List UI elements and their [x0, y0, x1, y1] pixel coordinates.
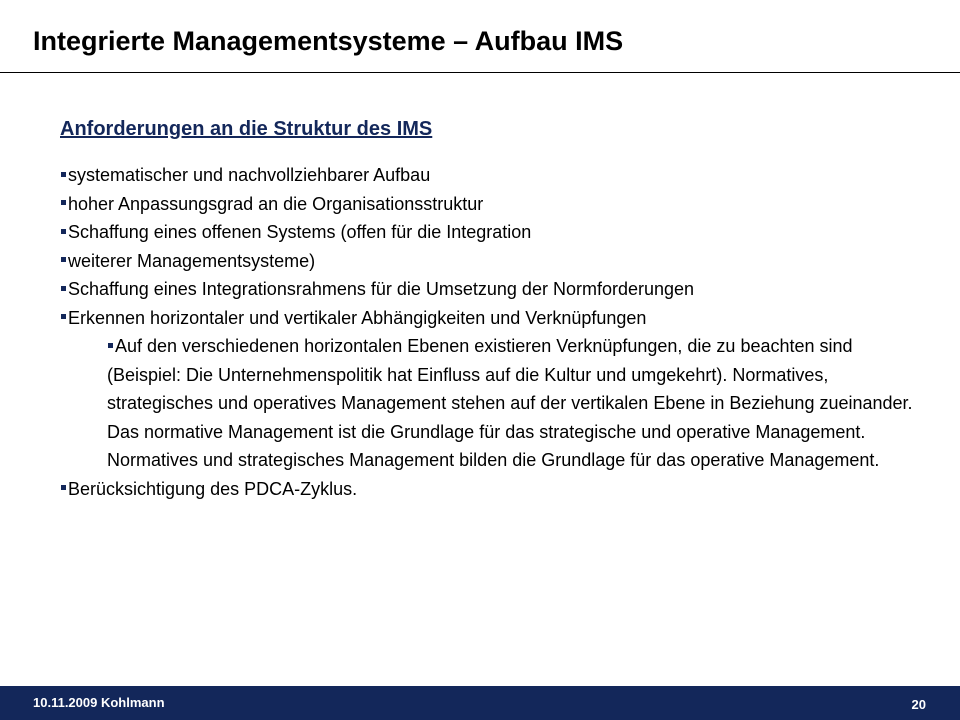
square-bullet-icon: [61, 286, 66, 291]
title-divider: [0, 72, 960, 73]
list-item: [60, 475, 920, 504]
list-item-text: weiterer Managementsysteme): [68, 250, 316, 271]
square-bullet-icon: [61, 172, 66, 177]
list-item: [60, 247, 920, 276]
square-bullet-icon: [61, 200, 66, 205]
sub-list-item: [60, 332, 920, 475]
bullet-list: [60, 161, 920, 503]
list-item: [60, 218, 920, 247]
square-bullet-icon: [61, 229, 66, 234]
footer-date-author: 10.11.2009 Kohlmann: [33, 695, 165, 710]
list-item: [60, 304, 920, 333]
list-item: [60, 161, 920, 190]
list-item: [60, 275, 920, 304]
list-item: [60, 190, 920, 219]
square-bullet-icon: [61, 485, 66, 490]
square-bullet-icon: [108, 343, 113, 348]
list-item-text: Berücksichtigung des PDCA-Zyklus.: [68, 478, 358, 499]
square-bullet-icon: [61, 257, 66, 262]
footer-bar: [0, 686, 960, 720]
slide-content: [60, 118, 920, 503]
list-item-text: systematischer und nachvollziehbarer Aufbau: [68, 165, 431, 185]
list-item-text: Schaffung eines offenen Systems (offen für die Integration: [68, 222, 532, 242]
section-heading: Anforderungen an die Struktur des IMS: [60, 118, 433, 140]
page-number: 20: [911, 697, 926, 712]
slide-title: Integrierte Managementsysteme – Aufbau IMS: [33, 26, 624, 56]
list-item-text: Erkennen horizontaler und vertikaler Abhängigkeiten und Verknüpfungen: [68, 307, 647, 328]
square-bullet-icon: [61, 314, 66, 319]
list-item-text: hoher Anpassungsgrad an die Organisationsstruktur: [68, 193, 484, 214]
list-item-text: Auf den verschiedenen horizontalen Ebenen existieren Verknüpfungen, die zu beachten sind (Beispiel: Die Unternehmenspolitik hat Einfluss auf die Kultur und umgekehrt). Normatives, strategisches und operatives Management stehen auf der vertikalen Ebene in Beziehung zueinander. Das normative Management ist die Grundlage für das strategische und operative Management. Normatives und strategisches Management bilden die Grundlage für das operative Management.: [107, 336, 913, 470]
list-item-text: Schaffung eines Integrationsrahmens für die Umsetzung der Normforderungen: [68, 279, 695, 299]
